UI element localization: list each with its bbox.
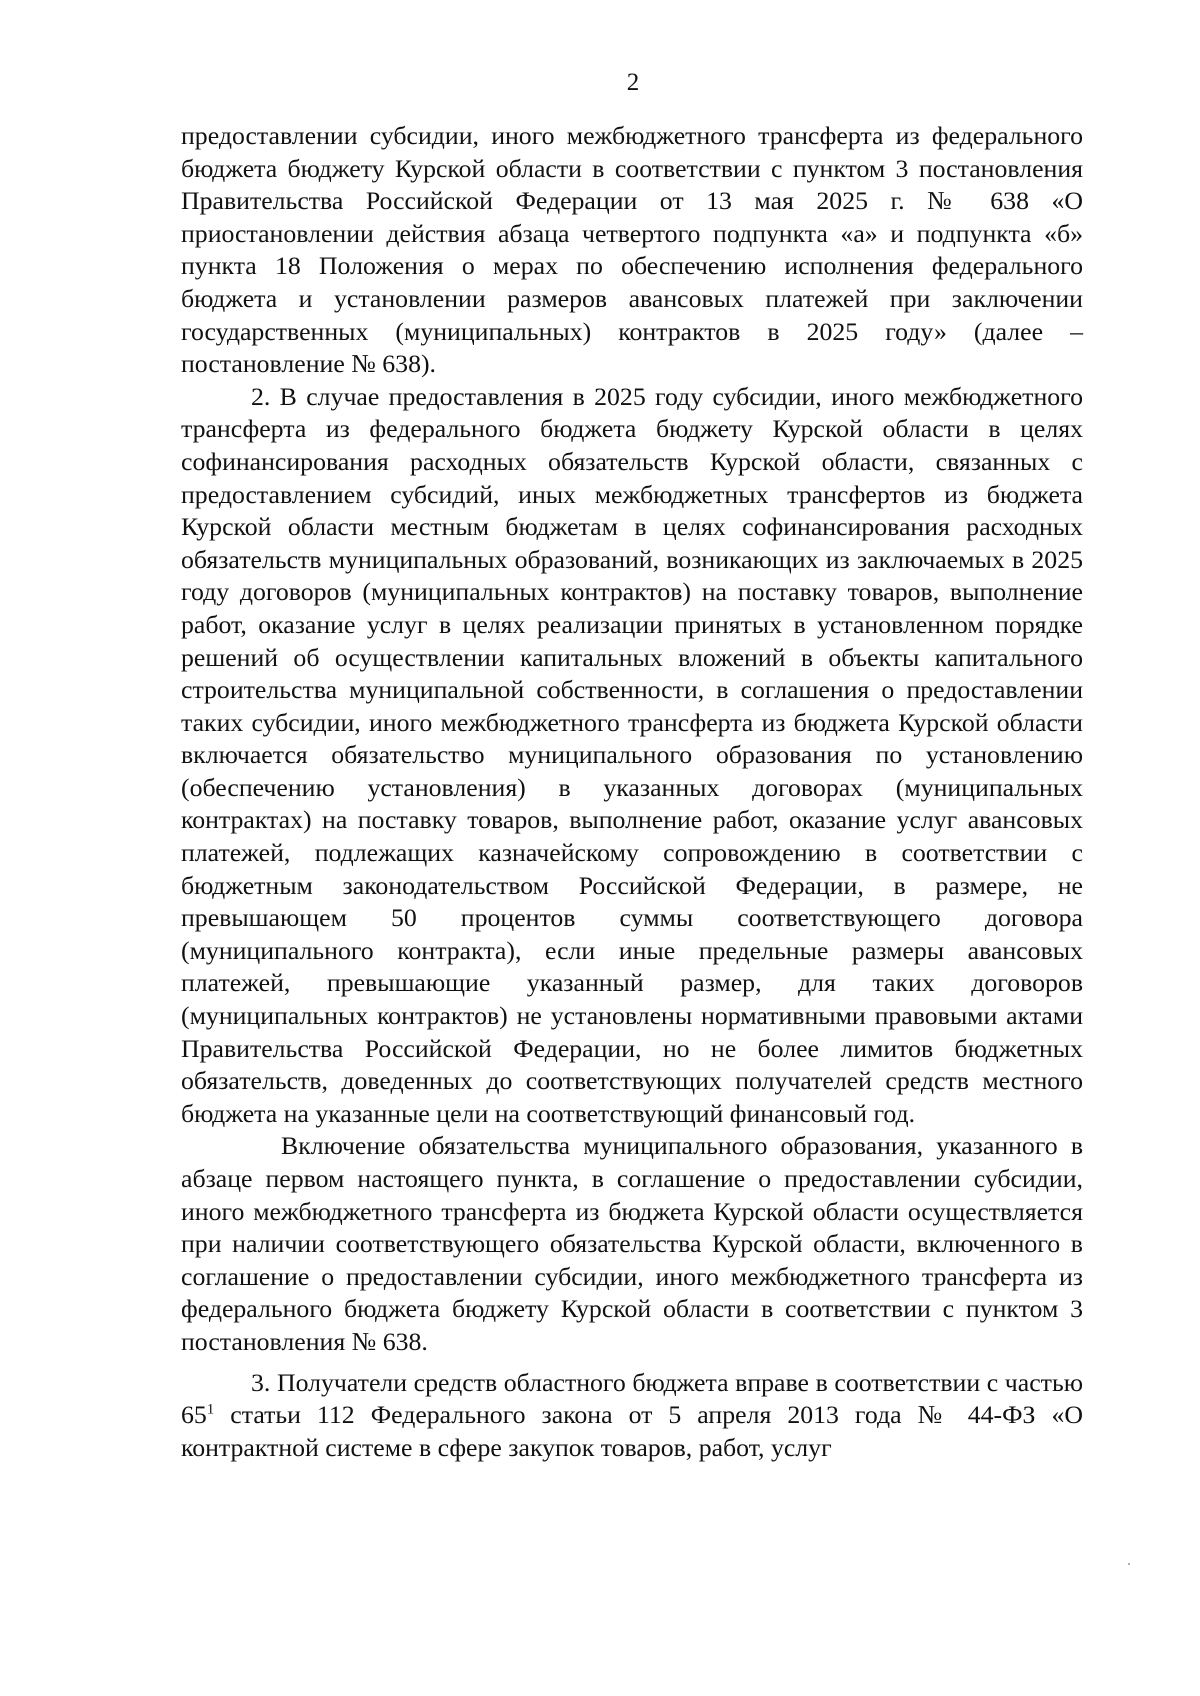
- page-number: 2: [626, 69, 640, 96]
- paragraph-item-2-second: Включение обязательства муниципального образования, указанного в абзаце первом настоящего пункта, в соглашение о предоставлении субсидии, иного межбюджетного трансферта из бюджета Курской области осуществляется при наличии соответствующего обязательства Курской области, включенного в соглашение о предоставлении субсидии, иного межбюджетного трансферта из федерального бюджета бюджету Курской области в соответствии с пунктом 3 постановления № 638.: [181, 1131, 1083, 1356]
- document-body: [181, 120, 1083, 1464]
- paragraph-item-2: 2. В случае предоставления в 2025 году субсидии, иного межбюджетного трансферта из федерального бюджета бюджету Курской области в целях софинансирования расходных обязательств Курской области, связанных с предоставлением субсидий, иных межбюджетных трансфертов из бюджета Курской области местным бюджетам в целях софинансирования расходных обязательств муниципальных образований, возникающих из заключаемых в 2025 году договоров (муниципальных контрактов) на поставку товаров, выполнение работ, оказание услуг в целях реализации принятых в установленном порядке решений об осуществлении капитальных вложений в объекты капитального строительства муниципальной собственности, в соглашения о предоставлении таких субсидии, иного межбюджетного трансферта из бюджета Курской области включается обязательство муниципального образования по установлению (обеспечению установления) в указанных договорах (муниципальных контрактах) на поставку товаров, выполнение работ, оказание услуг авансовых платежей, подлежащих казначейскому сопровождению в соответствии с бюджетным законодательством Российской Федерации, в размере, не превышающем 50 процентов суммы соответствующего договора (муниципального контракта), если иные предельные размеры авансовых платежей, превышающие указанный размер, для таких договоров (муниципальных контрактов) не установлены нормативными правовыми актами Правительства Российской Федерации, но не более лимитов бюджетных обязательств, доведенных до соответствующих получателей средств местного бюджета на указанные цели на соответствующий финансовый год.: [181, 381, 1083, 1128]
- paragraph-item-3-text-b: статьи 112 Федерального закона от 5 апреля 2013 года № 44-ФЗ «О контрактной системе в сфере закупок товаров, работ, услуг: [181, 1400, 1083, 1462]
- paragraph-item-3-text-a: 3. Получатели средств областного бюджета вправе в соответствии с частью 65: [181, 1367, 1083, 1430]
- superscript-marker: 1: [206, 1401, 215, 1418]
- paragraph-item-3: [181, 1367, 1083, 1465]
- paragraph-continuation: предоставлении субсидии, иного межбюджетного трансферта из федерального бюджета бюджету Курской области в соответствии с пунктом 3 постановления Правительства Российской Федерации от 13 мая 2025 г. № 638 «О приостановлении действия абзаца четвертого подпункта «а» и подпункта «б» пункта 18 Положения о мерах по обеспечению исполнения федерального бюджета и установлении размеров авансовых платежей при заключении государственных (муниципальных) контрактов в 2025 году» (далее – постановление № 638).: [181, 121, 1083, 379]
- scan-speck: [1128, 1563, 1130, 1565]
